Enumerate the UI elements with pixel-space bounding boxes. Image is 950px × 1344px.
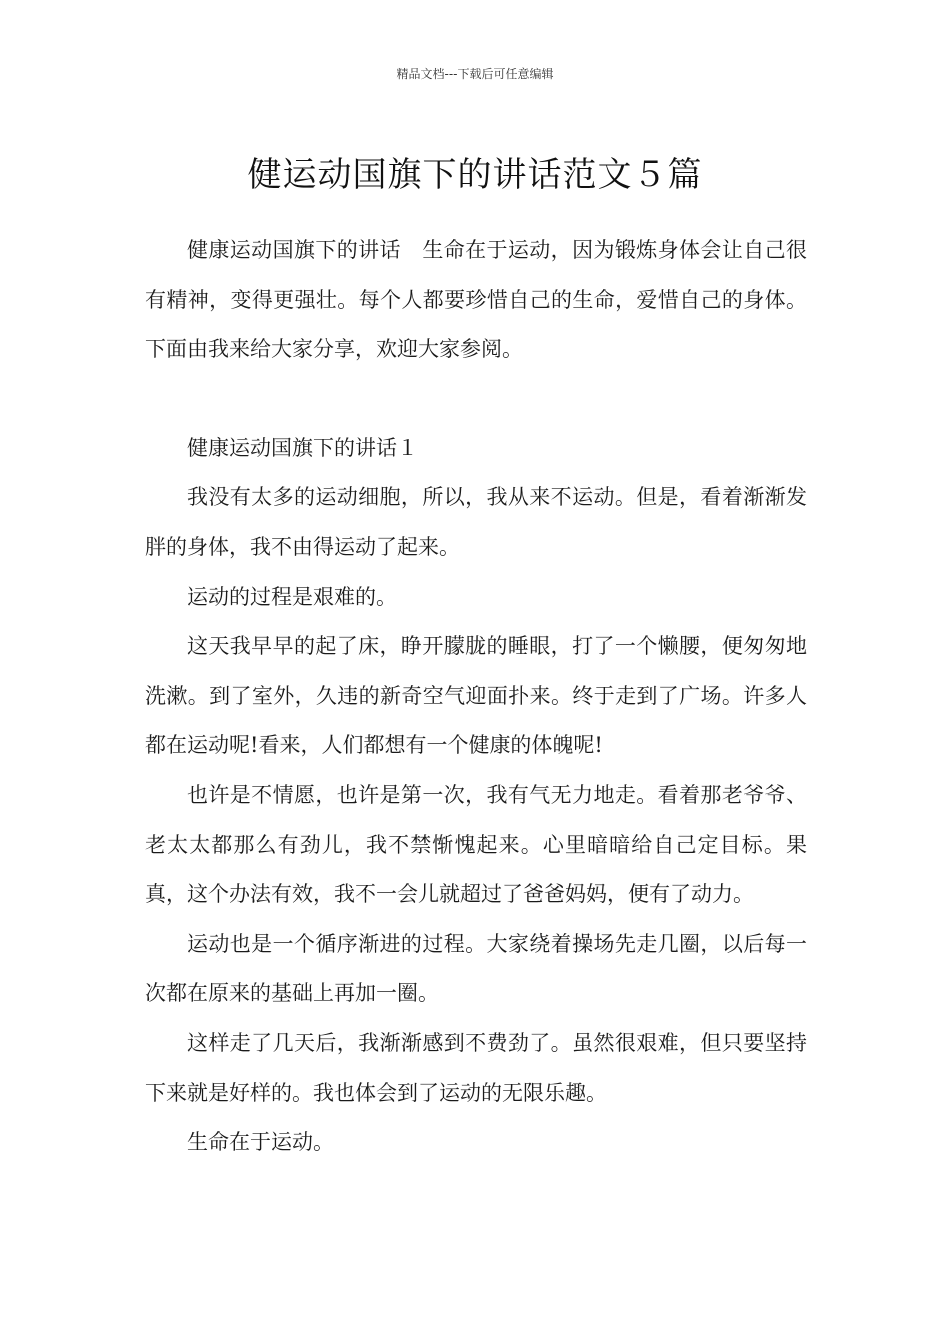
intro-paragraph: 健康运动国旗下的讲话 生命在于运动，因为锻炼身体会让自己很有精神，变得更强壮。每个人都要珍惜自己的生命，爱惜自己的身体。下面由我来给大家分享，欢迎大家参阅。 <box>145 238 807 362</box>
body-paragraph: 运动也是一个循序渐进的过程。大家绕着操场先走几圈，以后每一次都在原来的基础上再加一圈。 <box>145 931 807 1006</box>
body-paragraph: 运动的过程是艰难的。 <box>187 584 397 609</box>
body-paragraph: 这天我早早的起了床，睁开朦胧的睡眼，打了一个懒腰，便匆匆地洗漱。到了室外，久违的新奇空气迎面扑来。终于走到了广场。许多人都在运动呢!看来，人们都想有一个健康的体魄呢! <box>145 634 807 758</box>
body-paragraph: 也许是不情愿，也许是第一次，我有气无力地走。看着那老爷爷、老太太都那么有劲儿，我不禁惭愧起来。心里暗暗给自己定目标。果真，这个办法有效，我不一会儿就超过了爸爸妈妈，便有了动力。 <box>145 782 807 907</box>
document-body <box>145 226 807 1168</box>
body-paragraph: 我没有太多的运动细胞，所以，我从来不运动。但是，看着渐渐发胖的身体，我不由得运动了起来。 <box>145 485 807 559</box>
section-spacer <box>145 375 807 424</box>
header-note: 精品文档---下载后可任意编辑 <box>396 67 554 81</box>
document-title: 健运动国旗下的讲话范文５篇 <box>247 154 703 195</box>
section-heading: 健康运动国旗下的讲话１ <box>187 435 418 460</box>
body-paragraph: 这样走了几天后，我渐渐感到不费劲了。虽然很艰难，但只要坚持下来就是好样的。我也体会到了运动的无限乐趣。 <box>145 1030 807 1105</box>
body-paragraph: 生命在于运动。 <box>187 1130 334 1155</box>
